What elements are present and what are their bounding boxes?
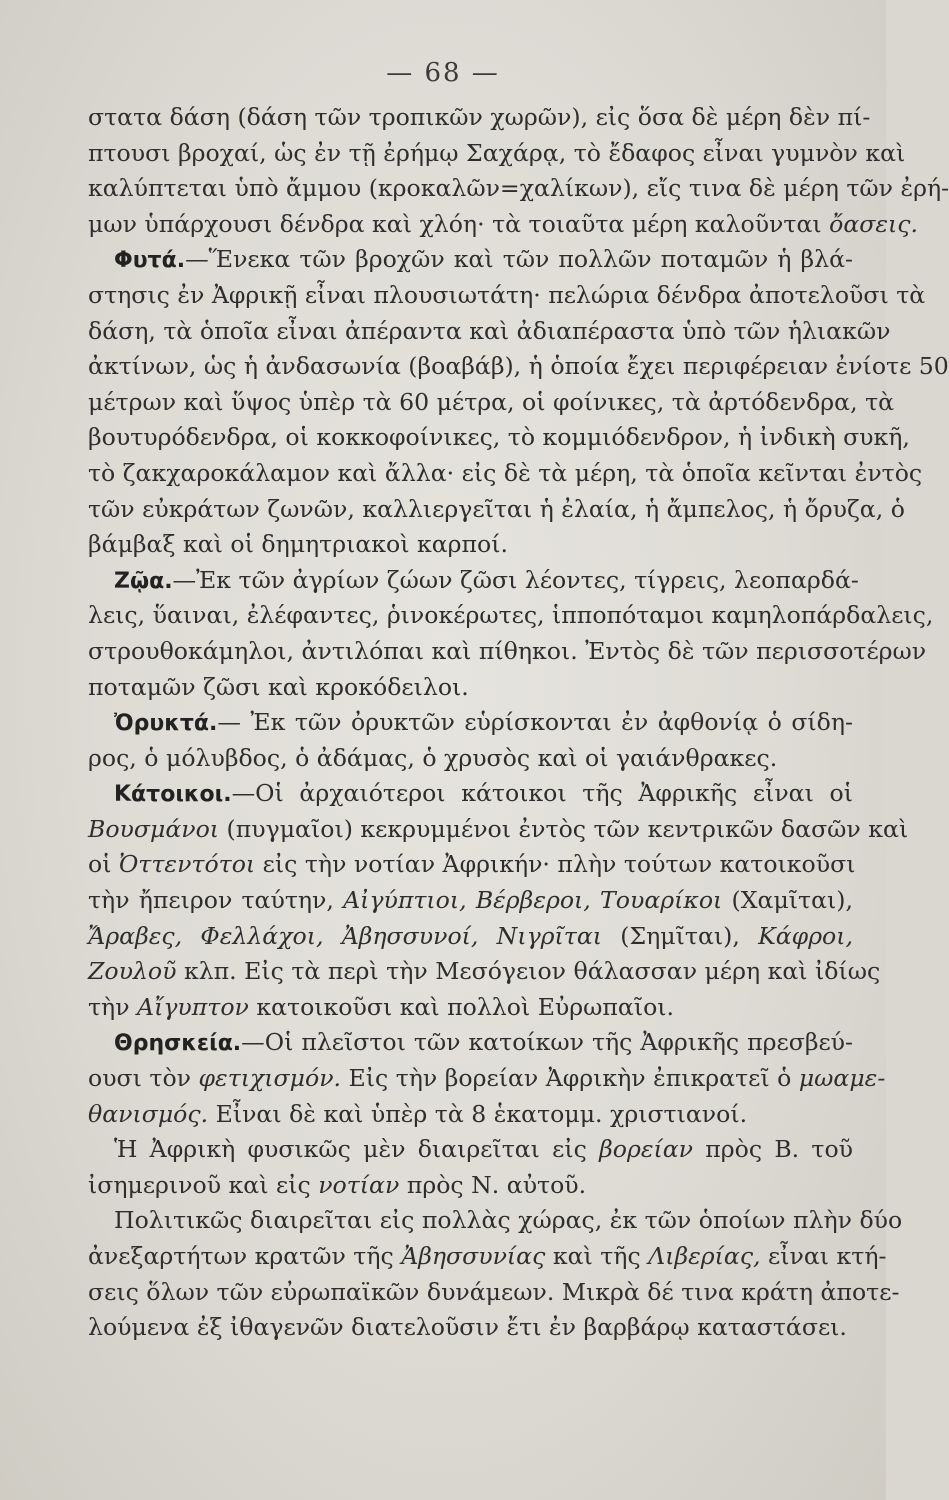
text-line xyxy=(88,741,853,777)
text-line xyxy=(88,314,891,350)
text-run: εἶναι κτή- xyxy=(760,1242,887,1270)
text-line xyxy=(88,171,949,207)
text-run: τὴν xyxy=(88,992,138,1021)
text-line xyxy=(88,883,853,919)
text-run: — Ἐκ τῶν ὀρυκτῶν εὑρίσκονται ἐν ἀφθονίᾳ ὁ σίδη- xyxy=(217,708,853,737)
text-run: —Ἕνεκα τῶν βροχῶν καὶ τῶν πολλῶν ποταμῶν ἡ βλά- xyxy=(185,245,853,274)
italic-term: Λιβερίας, xyxy=(648,1242,761,1270)
text-line xyxy=(88,598,934,634)
text-line xyxy=(88,207,919,243)
text-run: κλπ. Εἰς τὰ περὶ τὴν Μεσόγειον θάλασσαν μέρη καὶ ἰδίως xyxy=(176,957,881,986)
italic-term: Αἴγυπτον xyxy=(137,992,249,1021)
italic-term: Ἀβησσυνίας xyxy=(401,1242,546,1270)
text-run: κατοικοῦσι καὶ πολλοὶ Εὐρωπαῖοι. xyxy=(248,992,675,1021)
text-run: μων ὑπάρχουσι δένδρα καὶ χλόη· τὰ τοιαῦτα μέρη καλοῦνται xyxy=(88,209,830,238)
italic-term: βορείαν xyxy=(599,1135,694,1164)
text-line xyxy=(88,776,853,812)
text-run: τὸ ζακχαροκάλαμον καὶ ἄλλα· εἰς δὲ τὰ μέρη, τὰ ὁποῖα κεῖνται ἐντὸς xyxy=(88,458,923,487)
italic-term: ὄασεις. xyxy=(829,209,919,238)
text-run: ρος, ὁ μόλυβδος, ὁ ἀδάμας, ὁ χρυσὸς καὶ οἱ γαιάνθρακες. xyxy=(88,743,778,772)
text-run: —Ἐκ τῶν ἀγρίων ζώων ζῶσι λέοντες, τίγρεις, λεοπαρδά- xyxy=(172,565,859,594)
italic-term: Κάφροι, xyxy=(758,921,854,950)
text-line xyxy=(88,1097,853,1133)
text-run: (Χαμῖται), xyxy=(722,886,853,915)
text-run: σεις ὅλων τῶν εὐρωπαϊκῶν δυνάμεων. Μικρὰ δέ τινα κράτη ἀποτε- xyxy=(88,1277,900,1306)
italic-term: νοτίαν xyxy=(318,1170,400,1199)
text-line xyxy=(88,919,853,955)
text-line xyxy=(88,1061,886,1097)
text-run: πρὸς Ν. αὐτοῦ. xyxy=(399,1170,587,1199)
text-run: λεις, ὕαιναι, ἐλέφαντες, ῥινοκέρωτες, ἱπποπόταμοι καμηλοπάρδαλεις, xyxy=(88,601,934,630)
text-run: στατα δάση (δάση τῶν τροπικῶν χωρῶν), εἰς ὅσα δὲ μέρη δὲν πί- xyxy=(88,103,871,131)
text-run: ἰσημερινοῦ καὶ εἰς xyxy=(88,1170,319,1199)
text-line xyxy=(88,242,853,278)
italic-term: μωαμε- xyxy=(798,1064,886,1093)
section-heading: Φυτά. xyxy=(114,248,186,274)
text-line xyxy=(88,1025,853,1061)
text-run: βάμβαξ καὶ οἱ δημητριακοὶ καρποί. xyxy=(88,530,508,559)
text-run: —Οἱ πλεῖστοι τῶν κατοίκων τῆς Ἀφρικῆς πρεσβεύ- xyxy=(241,1028,853,1057)
italic-term: φετιχισμόν. xyxy=(198,1064,342,1093)
text-run: Εἶναι δὲ καὶ ὑπὲρ τὰ 8 ἑκατομμ. χριστιανοί. xyxy=(208,1099,748,1128)
text-line xyxy=(88,1239,887,1275)
text-line xyxy=(88,527,853,563)
text-line xyxy=(88,812,909,848)
section-heading: Κάτοικοι. xyxy=(114,782,232,808)
italic-term: Αἰγύπτιοι, Βέρβεροι, Τουαρίκοι xyxy=(343,886,723,915)
text-run: ἀκτίνων, ὡς ἡ ἀνδασωνία (βοαβάβ), ἡ ὁποία ἔχει περιφέρειαν ἐνίοτε 50 xyxy=(88,352,949,381)
italic-term: Ἄραβες, Φελλάχοι, Ἀβησσυνοί, Νιγρῖται xyxy=(88,921,603,950)
text-line xyxy=(88,705,853,741)
text-run: ἀνεξαρτήτων κρατῶν τῆς xyxy=(88,1242,402,1270)
text-line xyxy=(88,1132,853,1168)
text-line xyxy=(88,349,949,385)
text-run: —Οἱ ἀρχαιότεροι κάτοικοι τῆς Ἀφρικῆς εἶναι οἱ xyxy=(231,779,853,808)
text-line xyxy=(88,1203,903,1239)
section-heading: Ζῷα. xyxy=(114,568,173,594)
text-line xyxy=(88,456,923,492)
text-line xyxy=(88,990,853,1026)
text-run: καλύπτεται ὑπὸ ἄμμου (κροκαλῶν=χαλίκων), εἴς τινα δὲ μέρη τῶν ἐρή- xyxy=(88,174,949,203)
text-line xyxy=(88,1275,900,1311)
text-run: τὴν ἤπειρον ταύτην, xyxy=(88,886,344,915)
text-run: εἰς τὴν νοτίαν Ἀφρικήν· πλὴν τούτων κατοικοῦσι xyxy=(255,850,856,879)
section-heading: Ὀρυκτά. xyxy=(114,711,218,737)
text-run: Ἡ Ἀφρικὴ φυσικῶς μὲν διαιρεῖται εἰς xyxy=(114,1135,600,1164)
text-line xyxy=(88,634,927,670)
text-line xyxy=(88,1310,853,1346)
text-run: οἱ xyxy=(88,850,119,879)
text-run: ουσι τὸν xyxy=(88,1064,199,1093)
section-heading: Θρησκεία. xyxy=(114,1031,242,1057)
text-line xyxy=(88,563,859,599)
text-run: μέτρων καὶ ὕψος ὑπὲρ τὰ 60 μέτρα, οἱ φοίνικες, τὰ ἀρτόδενδρα, τὰ xyxy=(88,387,895,416)
text-line xyxy=(88,492,905,528)
text-line xyxy=(88,278,926,314)
text-run: Πολιτικῶς διαιρεῖται εἰς πολλὰς χώρας, ἐκ τῶν ὁποίων πλὴν δύο xyxy=(114,1206,903,1235)
text-run: πτουσι βροχαί, ὡς ἐν τῇ ἐρήμῳ Σαχάρᾳ, τὸ ἔδαφος εἶναι γυμνὸν καὶ xyxy=(88,138,906,167)
text-run: ποταμῶν ζῶσι καὶ κροκόδειλοι. xyxy=(88,672,469,701)
text-line xyxy=(88,1168,853,1204)
text-line xyxy=(88,100,871,136)
text-run: Εἰς τὴν βορείαν Ἀφρικὴν ἐπικρατεῖ ὁ xyxy=(341,1064,799,1093)
italic-term: Ζουλοῦ xyxy=(88,957,177,986)
text-line xyxy=(88,847,856,883)
text-line xyxy=(88,954,881,990)
text-run: (Σημῖται), xyxy=(602,921,759,950)
text-run: καὶ τῆς xyxy=(545,1242,649,1270)
text-run: τῶν εὐκράτων ζωνῶν, καλλιεργεῖται ἡ ἐλαία, ἡ ἄμπελος, ἡ ὄρυζα, ὁ xyxy=(88,494,905,523)
text-line xyxy=(88,385,895,421)
text-line xyxy=(88,420,910,456)
text-run: βουτυρόδενδρα, οἱ κοκκοφοίνικες, τὸ κομμιόδενδρον, ἡ ἰνδικὴ συκῆ, xyxy=(88,423,910,452)
text-run: (πυγμαῖοι) κεκρυμμένοι ἐντὸς τῶν κεντρικῶν δασῶν καὶ xyxy=(219,814,909,843)
page-number: — 68 — xyxy=(386,58,500,88)
text-run: στησις ἐν Ἀφρικῇ εἶναι πλουσιωτάτη· πελώρια δένδρα ἀποτελοῦσι τὰ xyxy=(88,280,926,309)
text-run: πρὸς Β. τοῦ xyxy=(693,1135,854,1164)
italic-term: Ὀττεντότοι xyxy=(118,850,256,879)
body-text xyxy=(88,100,949,1346)
text-line xyxy=(88,136,906,172)
text-line xyxy=(88,670,853,706)
text-run: λούμενα ἐξ ἰθαγενῶν διατελοῦσιν ἔτι ἐν βαρβάρῳ καταστάσει. xyxy=(88,1313,847,1342)
text-run: στρουθοκάμηλοι, ἀντιλόπαι καὶ πίθηκοι. Ἐντὸς δὲ τῶν περισσοτέρων xyxy=(88,636,927,665)
text-run: δάση, τὰ ὁποῖα εἶναι ἀπέραντα καὶ ἀδιαπέραστα ὑπὸ τῶν ἡλιακῶν xyxy=(88,316,891,345)
italic-term: θανισμός. xyxy=(88,1099,209,1128)
italic-term: Βουσμάνοι xyxy=(88,814,220,843)
